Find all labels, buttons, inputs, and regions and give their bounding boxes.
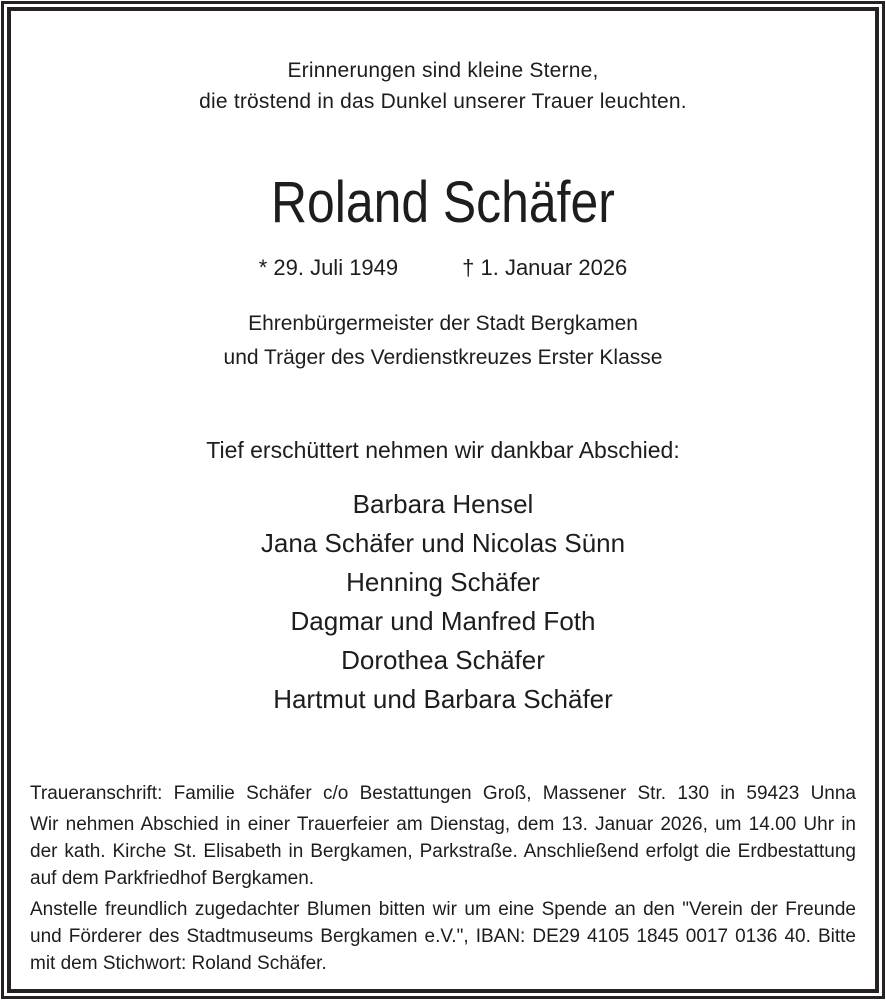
donation-request: Anstelle freundlich zugedachter Blumen bitten wir um eine Spende an den "Verein der Freunde und Förderer des Stadtmuseums Bergkamen e.V.", IBAN: DE29 4105 1845 0017 0136 40. Bitte mit dem Stichwort: Roland Schäfer. <box>30 899 856 974</box>
memorial-quote <box>11 55 875 117</box>
deceased-name-text: Roland Schäfer <box>271 170 615 235</box>
mourner-name: Henning Schäfer <box>346 567 540 597</box>
birth-date: * 29. Juli 1949 <box>258 255 399 280</box>
honors <box>11 307 875 375</box>
mourner-name: Jana Schäfer und Nicolas Sünn <box>260 528 626 558</box>
mourning-address: Traueranschrift: Familie Schäfer c/o Bestattungen Groß, Massener Str. 130 in 59423 Unna <box>30 783 856 804</box>
mourner-name: Dorothea Schäfer <box>341 645 545 675</box>
deceased-name <box>11 171 875 235</box>
mourners-list <box>11 485 875 719</box>
life-dates <box>11 253 875 283</box>
funeral-service-info: Wir nehmen Abschied in einer Trauerfeier am Dienstag, dem 13. Januar 2026, um 14.00 Uhr in der kath. Kirche St. Elisabeth in Bergkamen, Parkstraße. Anschließend erfolgt die Erdbestattung auf dem Parkfriedhof Bergkamen. <box>30 814 856 889</box>
memorial-quote-line-2: die tröstend in das Dunkel unserer Trauer leuchten. <box>199 90 687 113</box>
mourner-name: Barbara Hensel <box>352 489 534 519</box>
farewell-line: Tief erschüttert nehmen wir dankbar Abschied: <box>206 437 680 463</box>
funeral-details <box>30 780 856 977</box>
honors-line-2: und Träger des Verdienstkreuzes Erster Klasse <box>223 346 663 369</box>
obituary-inner-frame <box>7 7 879 993</box>
death-date: † 1. Januar 2026 <box>462 255 628 280</box>
mourner-name: Hartmut und Barbara Schäfer <box>273 684 613 714</box>
obituary-outer-frame <box>1 1 885 999</box>
memorial-quote-line-1: Erinnerungen sind kleine Sterne, <box>287 59 599 82</box>
mourner-name: Dagmar und Manfred Foth <box>290 606 596 636</box>
honors-line-1: Ehrenbürgermeister der Stadt Bergkamen <box>248 312 638 335</box>
